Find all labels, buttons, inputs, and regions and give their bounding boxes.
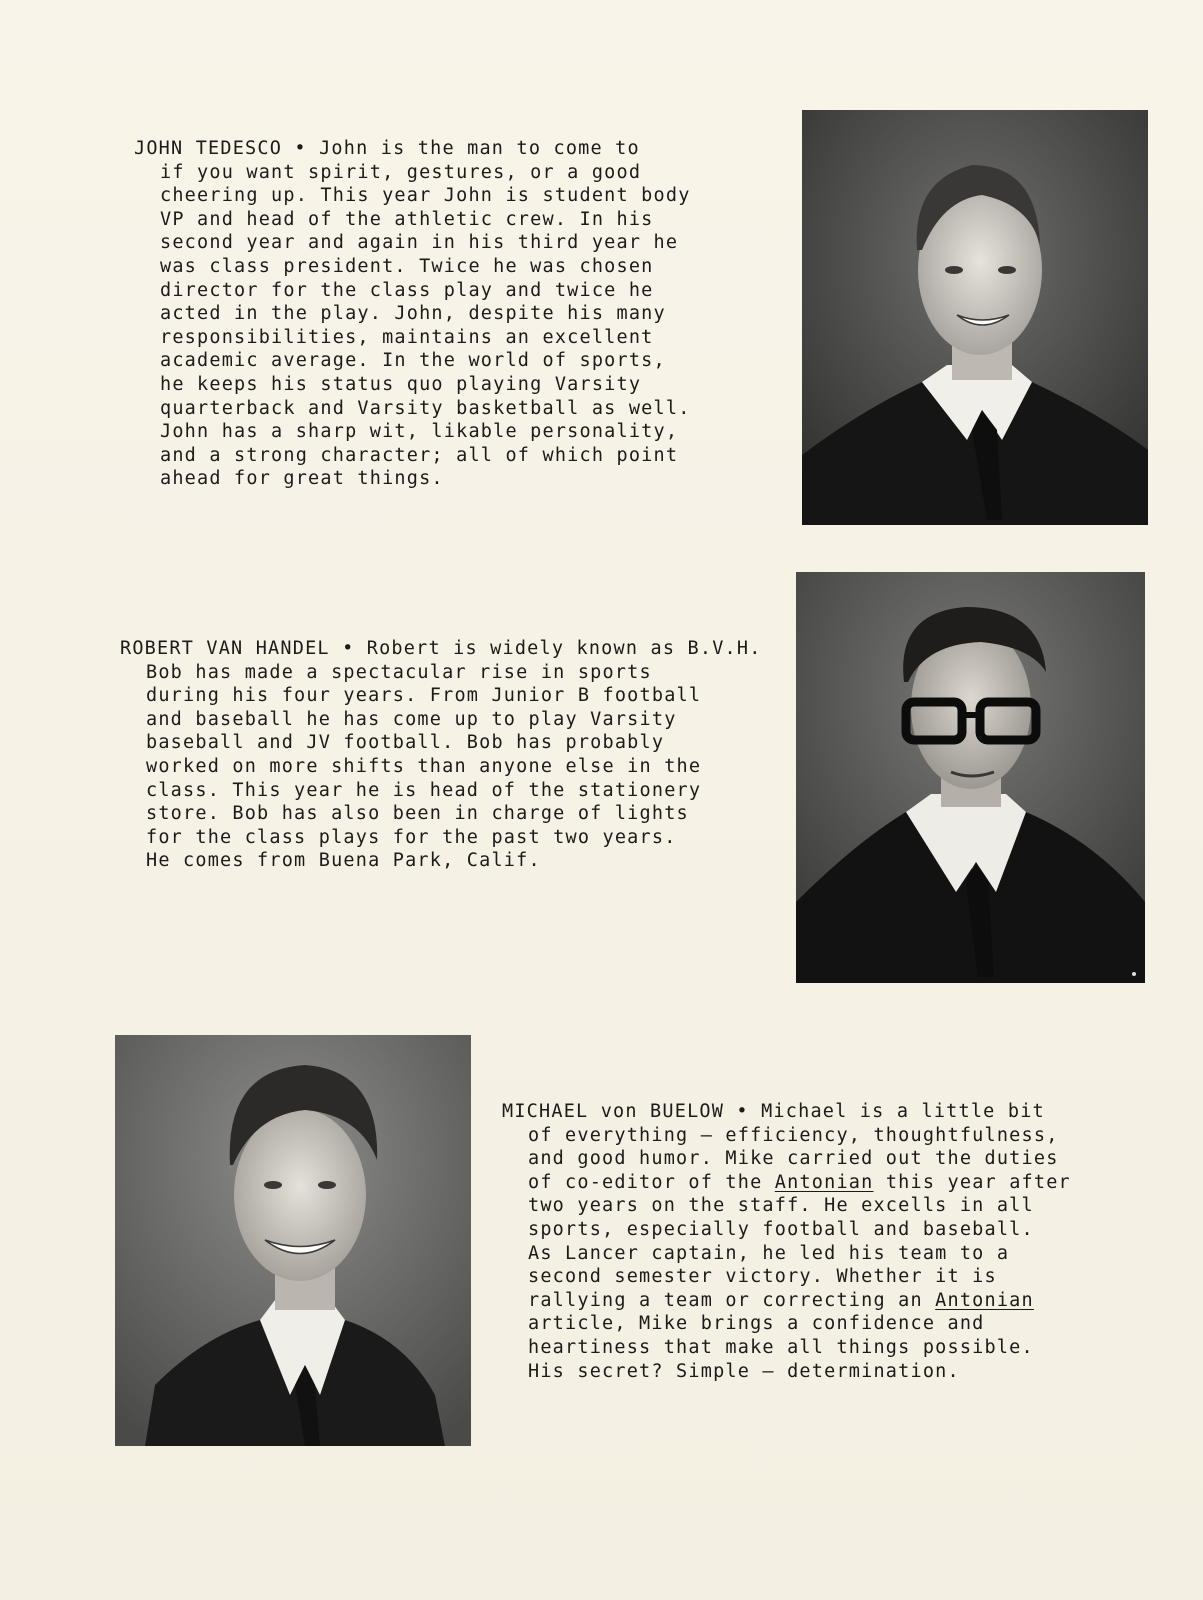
portrait-photo-michael-von-buelow (115, 1035, 471, 1446)
bio-line: of everything — efficiency, thoughtfulness, (528, 1124, 1059, 1146)
bio-line: ROBERT VAN HANDEL • Robert is widely known as B.V.H. (120, 638, 762, 659)
bio-line: store. Bob has also been in charge of lights (146, 803, 689, 825)
bio-line-with-underline (502, 1171, 1071, 1195)
bio-line: He comes from Buena Park, Calif. (146, 850, 541, 872)
portrait-photo-robert-van-handel (796, 572, 1145, 983)
bio-michael-von-buelow (502, 1100, 1071, 1383)
bio-line: and baseball he has come up to play Varsity (146, 708, 677, 730)
bio-line-text: rallying a team or correcting an (528, 1289, 936, 1311)
bio-line: if you want spirit, gestures, or a good (160, 161, 642, 183)
bio-line: director for the class play and twice he (160, 279, 654, 301)
bio-line: baseball and JV football. Bob has probably (146, 732, 665, 754)
publication-title-antonian: Antonian (935, 1289, 1034, 1311)
bio-line: for the class plays for the past two years. (146, 826, 677, 848)
bio-john-tedesco (134, 137, 691, 491)
bio-line: Bob has made a spectacular rise in sports (146, 661, 652, 683)
bio-line: academic average. In the world of sports, (160, 350, 666, 372)
bio-line: VP and head of the athletic crew. In his (160, 208, 654, 230)
publication-title-antonian: Antonian (774, 1171, 874, 1193)
bio-line: two years on the staff. He excells in all (528, 1195, 1034, 1217)
bio-robert-van-handel (120, 637, 762, 873)
bio-line: second semester victory. Whether it is (528, 1266, 997, 1288)
bio-line: MICHAEL von BUELOW • Michael is a little bit (502, 1101, 1045, 1122)
bio-line-with-underline (502, 1289, 1071, 1313)
bio-line: and good humor. Mike carried out the duties (528, 1148, 1059, 1170)
bio-line: he keeps his status quo playing Varsity (160, 373, 642, 395)
bio-line: second year and again in his third year he (160, 232, 679, 254)
bio-line: responsibilities, maintains an excellent (160, 326, 654, 348)
bio-line: JOHN TEDESCO • John is the man to come to (134, 138, 640, 159)
bio-line: sports, especially football and baseball. (528, 1218, 1034, 1240)
bio-line: and a strong character; all of which point (160, 444, 679, 466)
bio-line: John has a sharp wit, likable personality, (160, 421, 679, 443)
portrait-photo-john-tedesco (802, 110, 1148, 525)
bio-line: cheering up. This year John is student body (160, 185, 691, 207)
bio-line: His secret? Simple — determination. (528, 1360, 960, 1382)
bio-line: was class president. Twice he was chosen (160, 255, 654, 277)
bio-line-text: this year after (873, 1171, 1071, 1193)
bio-line: during his four years. From Junior B football (146, 685, 702, 707)
bio-line: heartiness that make all things possible. (528, 1336, 1034, 1358)
bio-line: As Lancer captain, he led his team to a (528, 1242, 1010, 1264)
bio-line: acted in the play. John, despite his many (160, 303, 666, 325)
bio-line: class. This year he is head of the stationery (146, 779, 702, 801)
bio-line: quarterback and Varsity basketball as well. (160, 397, 691, 419)
bio-line-text: of co-editor of the (528, 1171, 775, 1193)
bio-line: worked on more shifts than anyone else in the (146, 755, 702, 777)
bio-line: ahead for great things. (160, 468, 444, 490)
bio-line: article, Mike brings a confidence and (528, 1313, 985, 1335)
